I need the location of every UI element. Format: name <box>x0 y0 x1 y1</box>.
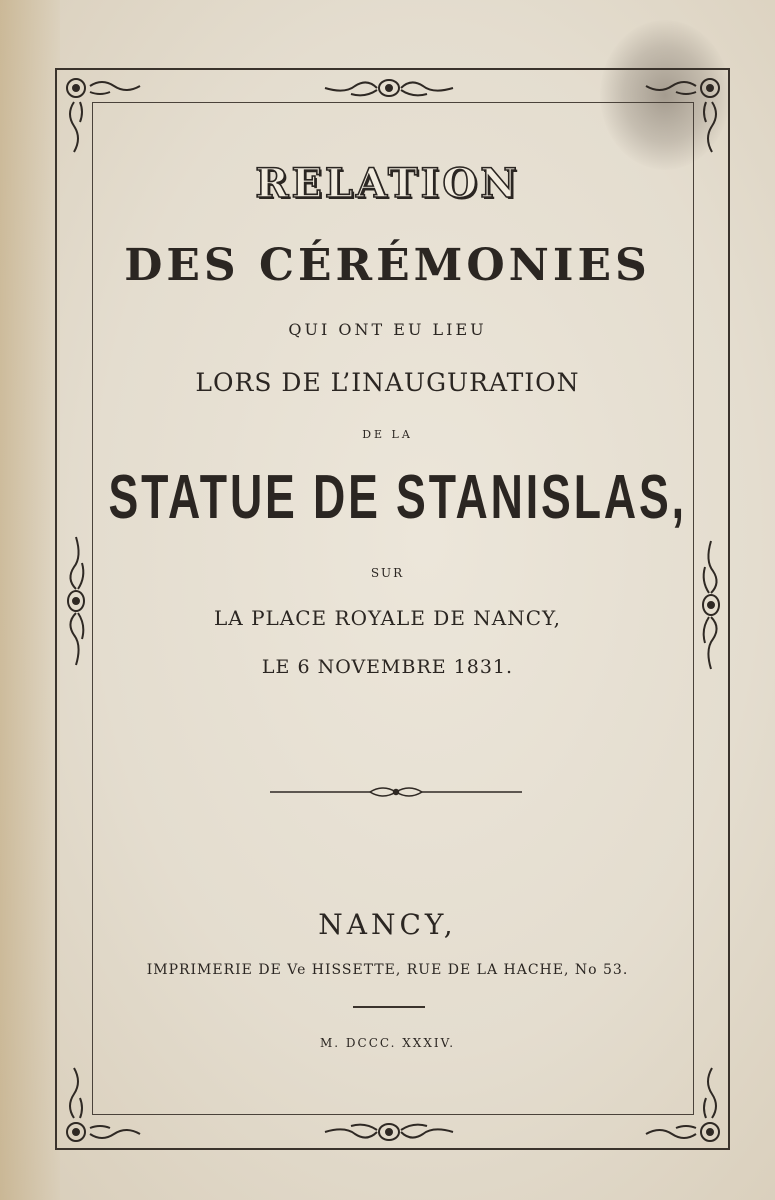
subtitle-sur: SUR <box>370 566 405 580</box>
subtitle-date: LE 6 NOVEMBRE 1831. <box>261 656 514 678</box>
subtitle-de-la: DE LA <box>362 428 413 441</box>
ornamental-divider <box>270 784 522 804</box>
corner-ornament-top-right <box>638 70 728 160</box>
title-relation: RELATION <box>255 160 520 207</box>
left-center-ornament <box>62 534 90 668</box>
right-center-ornament <box>697 538 725 672</box>
corner-ornament-bottom-left <box>58 1060 148 1150</box>
imprint-city: NANCY, <box>318 908 457 941</box>
title-des-ceremonies: DES CÉRÉMONIES <box>124 240 651 291</box>
subtitle-qui-ont-eu-lieu: QUI ONT EU LIEU <box>288 320 487 339</box>
subtitle-inauguration: LORS DE L’INAUGURATION <box>195 368 580 397</box>
short-rule <box>353 1006 425 1008</box>
corner-ornament-top-left <box>58 70 148 160</box>
imprint-printer: IMPRIMERIE DE Ve HISSETTE, RUE DE LA HACHE, No 53. <box>146 962 629 978</box>
subtitle-place-royale: LA PLACE ROYALE DE NANCY, <box>213 606 562 630</box>
top-center-ornament <box>322 74 456 102</box>
imprint-year: M. DCCC. XXXIV. <box>319 1036 456 1050</box>
bottom-center-ornament <box>322 1118 456 1146</box>
corner-ornament-bottom-right <box>638 1060 728 1150</box>
title-statue-de-stanislas: STATUE DE STANISLAS, <box>108 463 687 532</box>
